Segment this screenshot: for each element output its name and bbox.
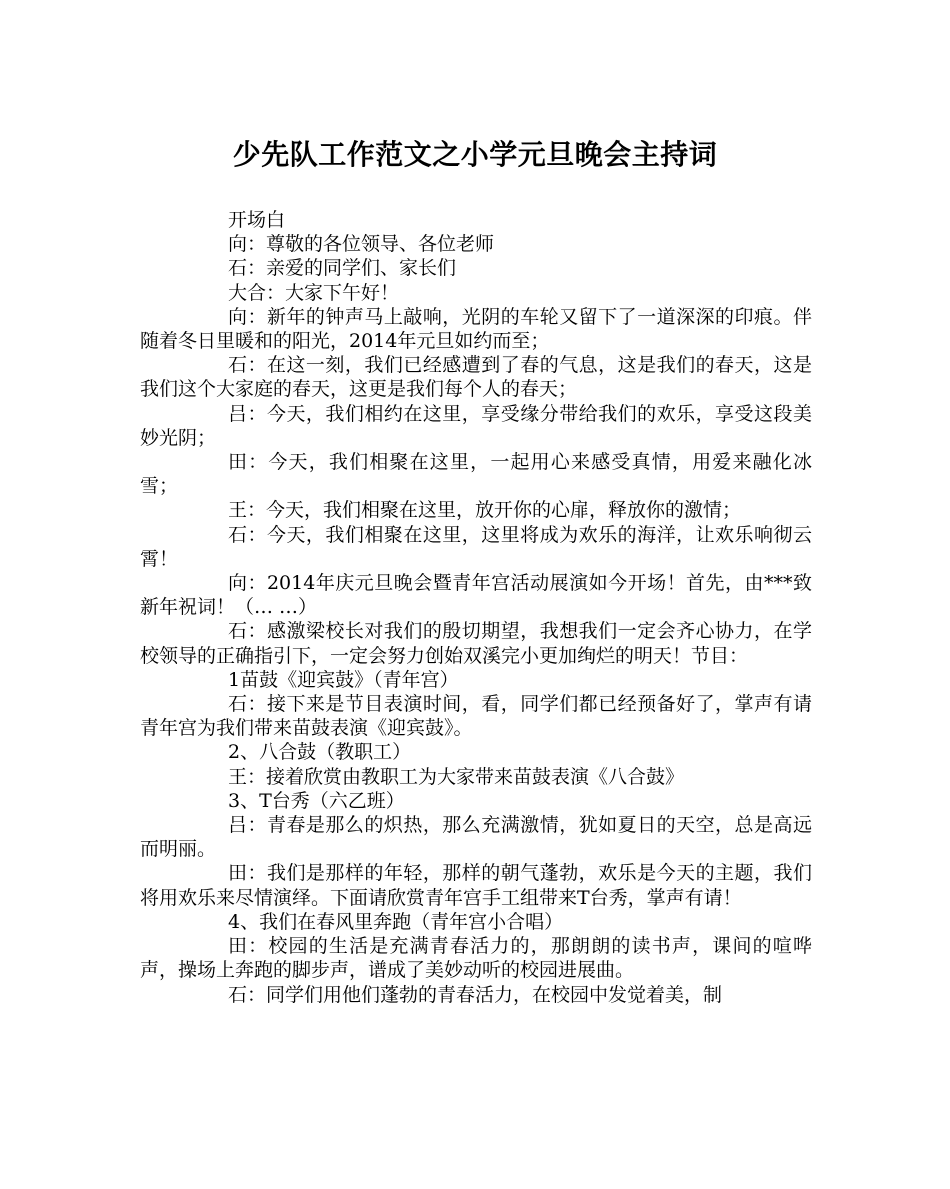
paragraph: 3、T台秀（六乙班） [228, 789, 405, 812]
paragraph: 石：今天，我们相聚在这里，这里将成为欢乐的海洋，让欢乐响彻云霄！ [140, 523, 812, 570]
paragraph: 向：尊敬的各位领导、各位老师 [228, 233, 495, 256]
paragraph: 田：我们是那样的年轻，那样的朝气蓬勃，欢乐是今天的主题，我们将用欢乐来尽情演绎。下面请欣赏青年宫手工组带来T台秀，掌声有请！ [140, 862, 812, 909]
paragraph: 石：亲爱的同学们、家长们 [228, 257, 457, 280]
paragraph: 王：接着欣赏由教职工为大家带来苗鼓表演《八合鼓》 [228, 765, 685, 788]
paragraph: 向：新年的钟声马上敲响，光阴的车轮又留下了一道深深的印痕。伴随着冬日里暖和的阳光，2014年元旦如约而至； [140, 305, 812, 353]
paragraph: 田：今天，我们相聚在这里，一起用心来感受真情，用爱来融化冰雪； [140, 451, 812, 498]
paragraph: 开场白 [228, 209, 286, 231]
paragraph: 石：同学们用他们蓬勃的青春活力，在校园中发觉着美，制 [228, 983, 723, 1006]
paragraph: 2、八合鼓（教职工） [228, 741, 412, 764]
paragraph: 石：接下来是节目表演时间，看，同学们都已经预备好了，掌声有请青年宫为我们带来苗鼓表演《迎宾鼓》。 [140, 693, 812, 740]
paragraph: 田：校园的生活是充满青春活力的，那朗朗的读书声，课间的喧哗声，操场上奔跑的脚步声，谱成了美妙动听的校园进展曲。 [140, 935, 812, 982]
paragraph: 1苗鼓《迎宾鼓》（青年宫） [228, 668, 459, 691]
paragraph: 大合：大家下午好！ [228, 281, 400, 304]
paragraph: 向：2014年庆元旦晚会暨青年宫活动展演如今开场！首先，由***致新年祝词！（… …） [140, 572, 812, 619]
paragraph: 吕：今天，我们相约在这里，享受缘分带给我们的欢乐，享受这段美妙光阴； [140, 402, 812, 449]
paragraph: 吕：青春是那么的炽热，那么充满激情，犹如夏日的天空，总是高远而明丽。 [140, 814, 812, 861]
paragraph: 4、我们在春风里奔跑（青年宫小合唱） [228, 910, 564, 933]
paragraph: 石：感激梁校长对我们的殷切期望，我想我们一定会齐心协力，在学校领导的正确指引下，一定会努力创始双溪完小更加绚烂的明天！节目： [140, 620, 812, 667]
document-body [140, 208, 812, 1007]
document-title: 少先队工作范文之小学元旦晚会主持词 [232, 138, 718, 171]
paragraph: 王：今天，我们相聚在这里，放开你的心扉，释放你的激情； [228, 499, 742, 522]
paragraph: 石：在这一刻，我们已经感遭到了春的气息，这是我们的春天，这是我们这个大家庭的春天，这更是我们每个人的春天； [140, 354, 812, 401]
